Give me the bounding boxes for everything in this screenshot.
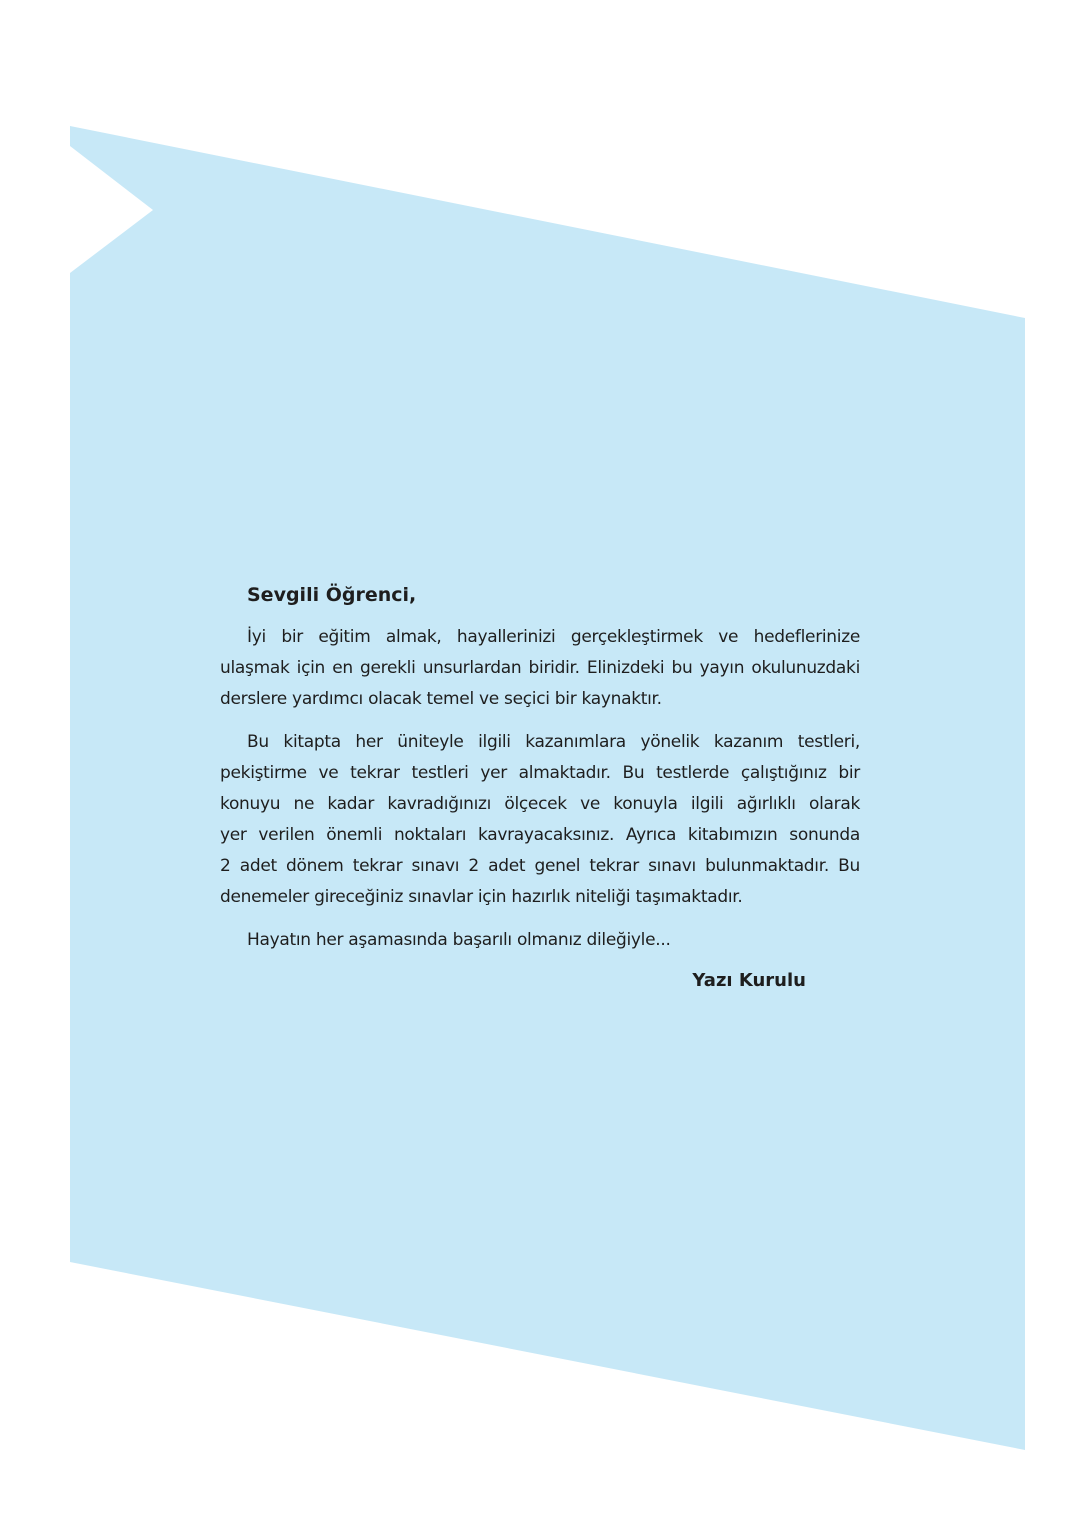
text-line: ulaşmak için en gerekli unsurlardan biridir. Elinizdeki bu yayın okulunuzdaki xyxy=(220,658,860,678)
greeting: Sevgili Öğrenci, xyxy=(247,584,417,606)
text-line: derslere yardımcı olacak temel ve seçici bir kaynaktır. xyxy=(220,689,662,709)
signature: Yazı Kurulu xyxy=(692,970,806,991)
text-line: Hayatın her aşamasında başarılı olmanız dileğiyle... xyxy=(247,930,671,950)
text-line: 2 adet dönem tekrar sınavı 2 adet genel tekrar sınavı bulunmaktadır. Bu xyxy=(220,856,860,876)
text-line: Bu kitapta her üniteyle ilgili kazanımlara yönelik kazanım testleri, xyxy=(247,732,860,752)
paragraph xyxy=(220,622,860,715)
paragraph xyxy=(220,727,860,913)
text-line: yer verilen önemli noktaları kavrayacaksınız. Ayrıca kitabımızın sonunda xyxy=(220,825,860,845)
text-line: denemeler gireceğiniz sınavlar için hazırlık niteliği taşımaktadır. xyxy=(220,887,743,907)
text-line: konuyu ne kadar kavradığınızı ölçecek ve konuyla ilgili ağırlıklı olarak xyxy=(220,794,860,814)
letter xyxy=(220,580,860,996)
text-line: pekiştirme ve tekrar testleri yer almaktadır. Bu testlerde çalıştığınız bir xyxy=(220,763,860,783)
text-line: İyi bir eğitim almak, hayallerinizi gerçekleştirmek ve hedeflerinize xyxy=(247,627,860,647)
paragraph xyxy=(220,925,860,956)
